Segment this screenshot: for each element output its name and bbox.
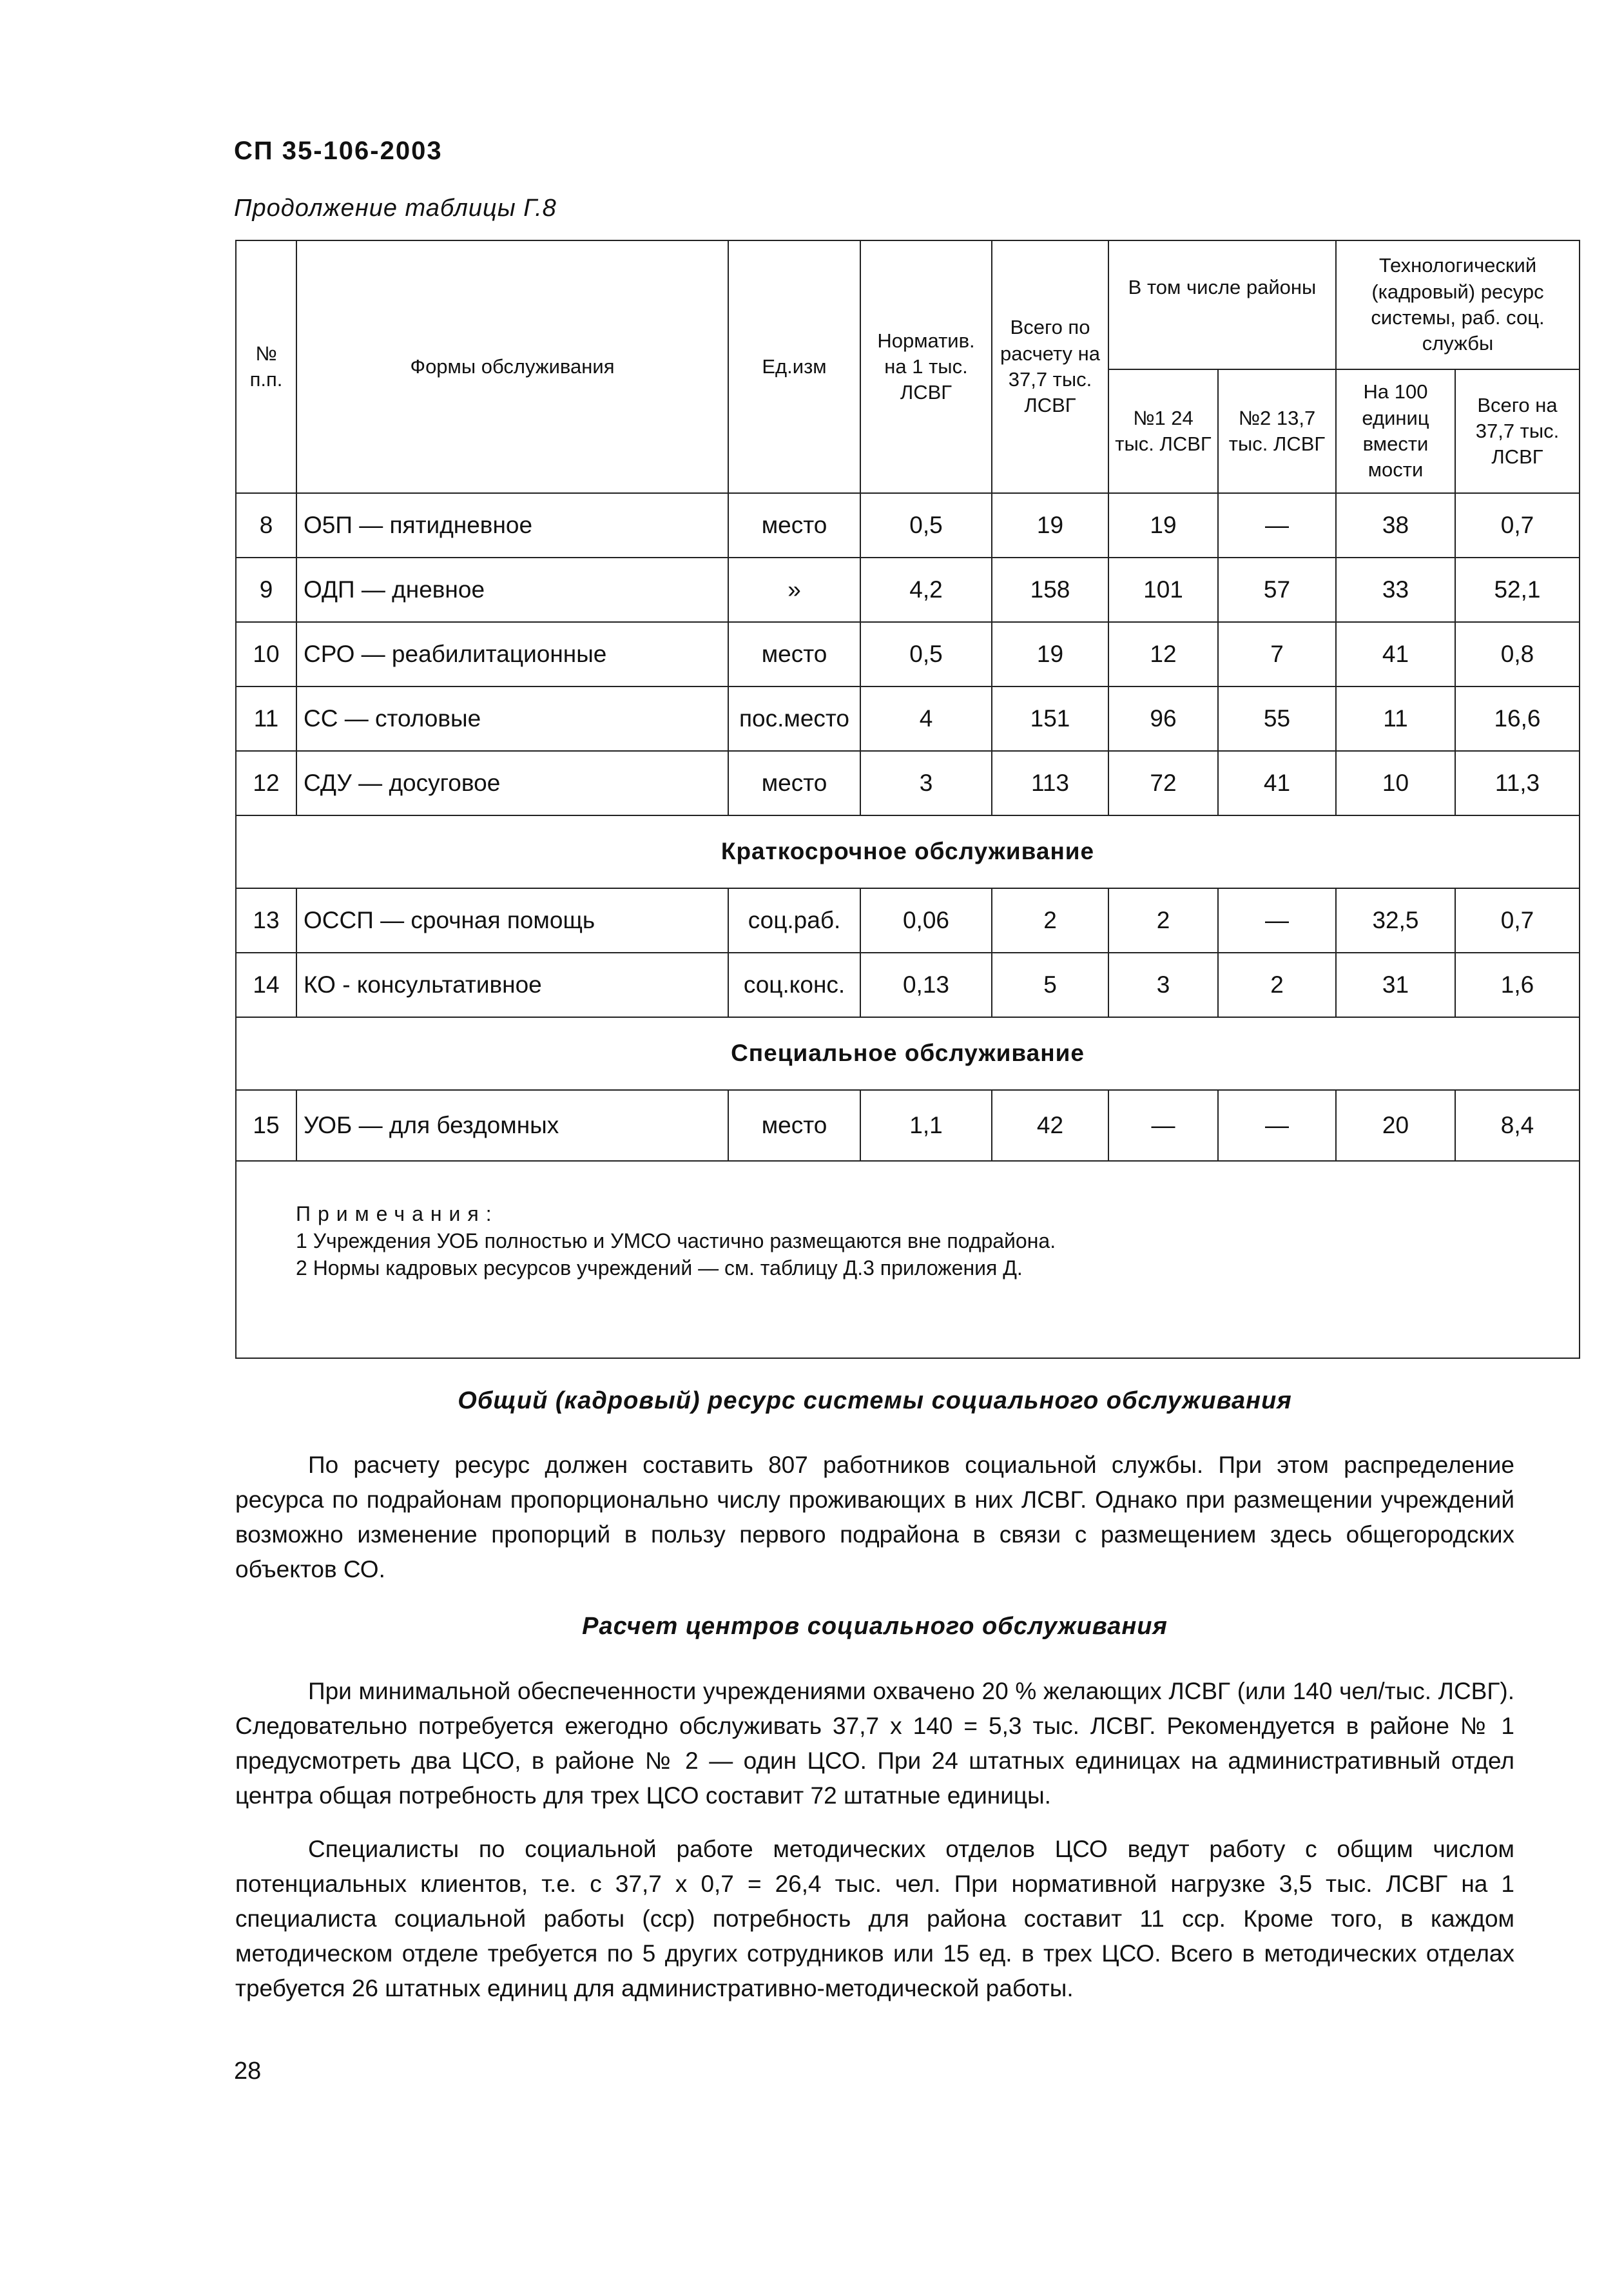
cell-form: УОБ — для бездомных — [296, 1090, 728, 1161]
cell-total: 5 — [992, 953, 1108, 1017]
header-resource: Технологический (кадровый) ресурс системы, раб. соц. службы — [1336, 240, 1580, 369]
cell-per-100: 32,5 — [1336, 888, 1455, 953]
paragraph: Специалисты по социальной работе методических отделов ЦСО ведут работу с общим числом потенциальных клиентов, т.е. с 37,7 х 0,7 = 26,4 тыс. чел. При нормативной нагрузке 3,5 тыс. ЛСВГ на 1 специалиста социальной работы (сср) потребность для района составит 11 сср. Кроме того, в каждом методическом отделе требуется по 5 других сотрудников или 15 ед. в трех ЦСО. Всего в методических отделах требуется 26 штатных единиц для административно-методической работы. — [235, 1836, 1514, 2001]
cell-norm: 1,1 — [860, 1090, 992, 1161]
cell-unit: пос.место — [728, 686, 860, 751]
cell-district-2: 55 — [1218, 686, 1336, 751]
cell-norm: 4 — [860, 686, 992, 751]
cell-unit: » — [728, 558, 860, 622]
header-norm: Норматив. на 1 тыс. ЛСВГ — [860, 240, 992, 493]
cell-form: СДУ — досуговое — [296, 751, 728, 815]
table-row — [236, 622, 1580, 686]
table-row — [236, 493, 1580, 558]
cell-unit: место — [728, 493, 860, 558]
cell-num: 12 — [236, 751, 296, 815]
table-caption: Продолжение таблицы Г.8 — [234, 195, 557, 222]
services-table — [235, 240, 1580, 1359]
paragraph: При минимальной обеспеченности учреждениями охвачено 20 % желающих ЛСВГ (или 140 чел/тыс. ЛСВГ). Следовательно потребуется ежегодно обслуживать 37,7 х 140 = 5,3 тыс. ЛСВГ. Рекомендуется в районе № 1 предусмотреть два ЦСО, в районе № 2 — один ЦСО. При 24 штатных единицах на административный отдел центра общая потребность для трех ЦСО составит 72 штатные единицы. — [235, 1678, 1514, 1809]
paragraph: По расчету ресурс должен составить 807 работников социальной службы. При этом распределение ресурса по подрайонам пропорционально числу проживающих в них ЛСВГ. Однако при размещении учреждений возможно изменение пропорций в пользу первого подрайона в связи с размещением здесь общегородских объектов СО. — [235, 1452, 1514, 1582]
header-per-100: На 100 единиц вмести мости — [1336, 369, 1455, 493]
cell-total: 2 — [992, 888, 1108, 953]
cell-num: 14 — [236, 953, 296, 1017]
section-title-special: Специальное обслуживание — [236, 1017, 1580, 1090]
cell-norm: 4,2 — [860, 558, 992, 622]
cell-district-1: 12 — [1108, 622, 1218, 686]
notes-row — [236, 1161, 1580, 1358]
cell-norm: 0,5 — [860, 622, 992, 686]
section-title-short-term: Краткосрочное обслуживание — [236, 815, 1580, 888]
cell-total: 19 — [992, 622, 1108, 686]
cell-norm: 3 — [860, 751, 992, 815]
cell-norm: 0,5 — [860, 493, 992, 558]
cell-num: 9 — [236, 558, 296, 622]
header-districts: В том числе районы — [1108, 240, 1336, 369]
table-row — [236, 888, 1580, 953]
cell-per-100: 33 — [1336, 558, 1455, 622]
header-total: Всего по расчету на 37,7 тыс. ЛСВГ — [992, 240, 1108, 493]
cell-form: ОССП — срочная помощь — [296, 888, 728, 953]
cell-district-2: 41 — [1218, 751, 1336, 815]
cell-unit: место — [728, 1090, 860, 1161]
note-item: 2 Нормы кадровых ресурсов учреждений — см. таблицу Д.3 приложения Д. — [296, 1256, 1023, 1280]
cell-per-100: 41 — [1336, 622, 1455, 686]
cell-total-resource: 0,7 — [1455, 493, 1580, 558]
header-total-resource: Всего на 37,7 тыс. ЛСВГ — [1455, 369, 1580, 493]
cell-num: 13 — [236, 888, 296, 953]
cell-form: КО - консультативное — [296, 953, 728, 1017]
cell-district-1: 96 — [1108, 686, 1218, 751]
cell-norm: 0,13 — [860, 953, 992, 1017]
cell-district-2: 2 — [1218, 953, 1336, 1017]
cell-district-2: — — [1218, 1090, 1336, 1161]
header-district-1: №1 24 тыс. ЛСВГ — [1108, 369, 1218, 493]
cell-total: 113 — [992, 751, 1108, 815]
cell-district-2: 7 — [1218, 622, 1336, 686]
cell-total-resource: 1,6 — [1455, 953, 1580, 1017]
cell-district-2: — — [1218, 493, 1336, 558]
cell-per-100: 20 — [1336, 1090, 1455, 1161]
table-row — [236, 1090, 1580, 1161]
cell-district-1: 19 — [1108, 493, 1218, 558]
cell-district-2: 57 — [1218, 558, 1336, 622]
document-code: СП 35-106-2003 — [234, 137, 443, 165]
cell-per-100: 11 — [1336, 686, 1455, 751]
cell-per-100: 31 — [1336, 953, 1455, 1017]
cell-total-resource: 8,4 — [1455, 1090, 1580, 1161]
cell-unit: место — [728, 751, 860, 815]
cell-total: 19 — [992, 493, 1108, 558]
cell-unit: место — [728, 622, 860, 686]
cell-total-resource: 52,1 — [1455, 558, 1580, 622]
cell-num: 10 — [236, 622, 296, 686]
header-forms: Формы обслуживания — [296, 240, 728, 493]
header-num: № п.п. — [236, 240, 296, 493]
cell-form: О5П — пятидневное — [296, 493, 728, 558]
cell-total-resource: 0,7 — [1455, 888, 1580, 953]
cell-district-1: 101 — [1108, 558, 1218, 622]
cell-norm: 0,06 — [860, 888, 992, 953]
section-row-special — [236, 1017, 1580, 1090]
cell-form: СРО — реабилитационные — [296, 622, 728, 686]
header-unit: Ед.изм — [728, 240, 860, 493]
cell-total-resource: 11,3 — [1455, 751, 1580, 815]
table-row — [236, 953, 1580, 1017]
note-item: 1 Учреждения УОБ полностью и УМСО частично размещаются вне подрайона. — [296, 1229, 1056, 1253]
cell-district-1: — — [1108, 1090, 1218, 1161]
cell-unit: соц.конс. — [728, 953, 860, 1017]
cell-district-2: — — [1218, 888, 1336, 953]
cell-total-resource: 16,6 — [1455, 686, 1580, 751]
section-row-short-term — [236, 815, 1580, 888]
cell-num: 15 — [236, 1090, 296, 1161]
table-row — [236, 686, 1580, 751]
cell-total: 158 — [992, 558, 1108, 622]
section-heading-resource: Общий (кадровый) ресурс системы социального обслуживания — [458, 1387, 1292, 1414]
cell-num: 11 — [236, 686, 296, 751]
cell-total: 151 — [992, 686, 1108, 751]
cell-per-100: 10 — [1336, 751, 1455, 815]
section-heading-centers: Расчет центров социального обслуживания — [582, 1613, 1168, 1640]
cell-district-1: 72 — [1108, 751, 1218, 815]
cell-form: ОДП — дневное — [296, 558, 728, 622]
cell-num: 8 — [236, 493, 296, 558]
notes-cell — [236, 1161, 1580, 1358]
cell-per-100: 38 — [1336, 493, 1455, 558]
cell-district-1: 3 — [1108, 953, 1218, 1017]
cell-unit: соц.раб. — [728, 888, 860, 953]
cell-total: 42 — [992, 1090, 1108, 1161]
table-row — [236, 751, 1580, 815]
cell-form: СС — столовые — [296, 686, 728, 751]
cell-district-1: 2 — [1108, 888, 1218, 953]
header-district-2: №2 13,7 тыс. ЛСВГ — [1218, 369, 1336, 493]
table-row — [236, 558, 1580, 622]
page-number: 28 — [234, 2058, 262, 2085]
cell-total-resource: 0,8 — [1455, 622, 1580, 686]
notes-title: Примечания: — [296, 1202, 499, 1225]
